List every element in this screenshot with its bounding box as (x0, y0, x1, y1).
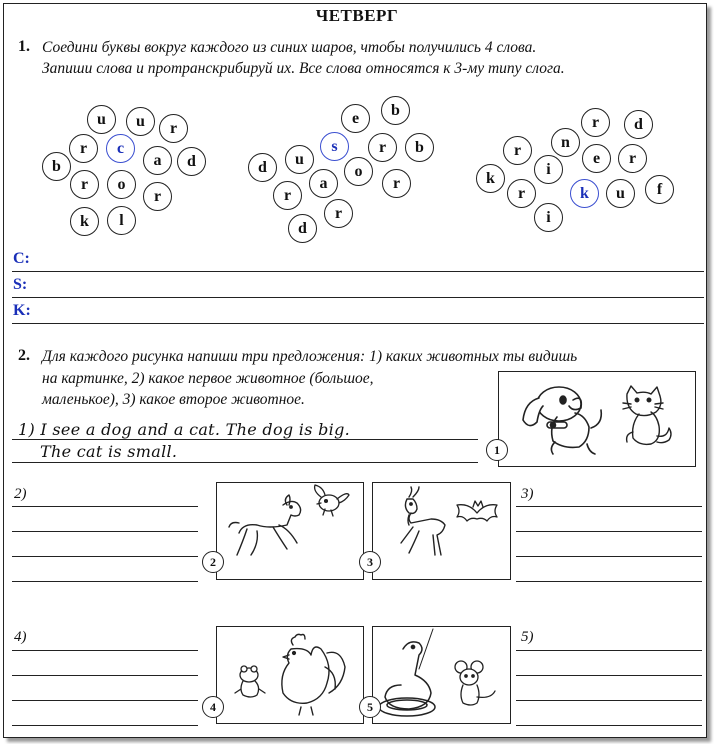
task2-instruction-line2: на картинке, 2) какое первое животное (большое, (42, 370, 374, 387)
answer-label-s: S: (13, 276, 28, 293)
letter-circle: k (70, 207, 99, 236)
write-line[interactable] (516, 506, 702, 507)
letter-circle: r (368, 133, 397, 162)
write-line[interactable] (516, 650, 702, 651)
letter-circle: o (107, 170, 136, 199)
picture-box-1 (498, 371, 696, 467)
answer-label-c: C: (13, 250, 30, 267)
letter-circle: u (606, 179, 635, 208)
picture-number-5: 5 (359, 696, 381, 718)
write-line[interactable] (12, 675, 198, 676)
letter-circle: b (405, 133, 434, 162)
page-title: ЧЕТВЕРГ (315, 6, 399, 25)
task2-instruction-line3: маленькое), 3) какое второе животное. (42, 391, 305, 408)
letter-circle: d (624, 110, 653, 139)
letter-circle: r (159, 114, 188, 143)
letter-circle: o (344, 157, 373, 186)
write-line[interactable] (12, 700, 198, 701)
letter-circle: d (177, 147, 206, 176)
letter-circle: e (341, 104, 370, 133)
letter-circle: d (288, 214, 317, 243)
rooster-icon (217, 627, 363, 723)
letter-circle: l (107, 206, 136, 235)
letter-circle: r (70, 170, 99, 199)
picture-box-4 (216, 626, 364, 724)
task2-number: 2. (18, 347, 30, 364)
letter-circle: k (476, 164, 505, 193)
letter-circle: a (309, 169, 338, 198)
letter-circle: u (285, 145, 314, 174)
write-line[interactable] (12, 581, 198, 582)
answer-label-k: K: (13, 302, 31, 319)
letter-circle: r (618, 144, 647, 173)
write-line[interactable] (516, 725, 702, 726)
letter-circle: e (582, 144, 611, 173)
letter-circle: r (69, 134, 98, 163)
task1-instruction-line1: Соедини буквы вокруг каждого из синих шаров, чтобы получились 4 слова. (42, 39, 537, 56)
letter-circle: u (126, 107, 155, 136)
picture-number-4: 4 (202, 696, 224, 718)
answer-line-k[interactable] (12, 323, 704, 324)
picture-number-2: 2 (202, 551, 224, 573)
letter-circle: u (87, 105, 116, 134)
blue-center-circle: k (570, 179, 599, 208)
write-line[interactable] (516, 700, 702, 701)
write-line[interactable] (516, 675, 702, 676)
task2-instruction-line1: Для каждого рисунка напиши три предложения: 1) каких животных ты видишь (42, 348, 578, 365)
picture-box-5 (372, 626, 511, 724)
write-line[interactable] (516, 556, 702, 557)
picture-number-1: 1 (486, 439, 508, 461)
letter-circle: i (534, 155, 563, 184)
picture-number-3: 3 (359, 551, 381, 573)
write-line[interactable] (12, 556, 198, 557)
mouse-icon (373, 627, 510, 723)
letter-circle: r (143, 182, 172, 211)
letter-circle: r (273, 181, 302, 210)
letter-circle: d (248, 153, 277, 182)
section-label-4: 4) (14, 629, 27, 645)
blue-center-circle: c (106, 134, 135, 163)
write-line[interactable] (12, 725, 198, 726)
bat-icon (373, 483, 510, 579)
letter-circle: r (382, 169, 411, 198)
picture-box-3 (372, 482, 511, 580)
example-line-2 (12, 462, 478, 463)
write-line[interactable] (516, 531, 702, 532)
write-line[interactable] (516, 581, 702, 582)
letter-circle: b (381, 96, 410, 125)
letter-circle: r (324, 199, 353, 228)
letter-circle: f (645, 175, 674, 204)
letter-circle: r (581, 108, 610, 137)
example-sentence-1: 1) I see a dog and a cat. The dog is big. (18, 420, 351, 439)
picture-box-2 (216, 482, 364, 580)
write-line[interactable] (12, 650, 198, 651)
section-label-3: 3) (521, 486, 534, 502)
write-line[interactable] (12, 506, 198, 507)
section-label-5: 5) (521, 629, 534, 645)
section-label-2: 2) (14, 486, 27, 502)
letter-circle: r (507, 179, 536, 208)
bird-icon (217, 483, 363, 579)
example-line-1 (12, 439, 478, 440)
answer-line-c[interactable] (12, 271, 704, 272)
task1-instruction-line2: Запиши слова и протранскрибируй их. Все слова относятся к 3-му типу слога. (42, 60, 565, 77)
letter-circle: b (42, 152, 71, 181)
letter-circle: n (551, 128, 580, 157)
letter-circle: a (143, 146, 172, 175)
blue-center-circle: s (320, 132, 349, 161)
answer-line-s[interactable] (12, 297, 704, 298)
write-line[interactable] (12, 531, 198, 532)
letter-circle: r (503, 136, 532, 165)
letter-circle: i (534, 203, 563, 232)
task1-number: 1. (18, 38, 30, 55)
cat-icon (499, 372, 695, 466)
example-sentence-2: The cat is small. (40, 442, 178, 461)
